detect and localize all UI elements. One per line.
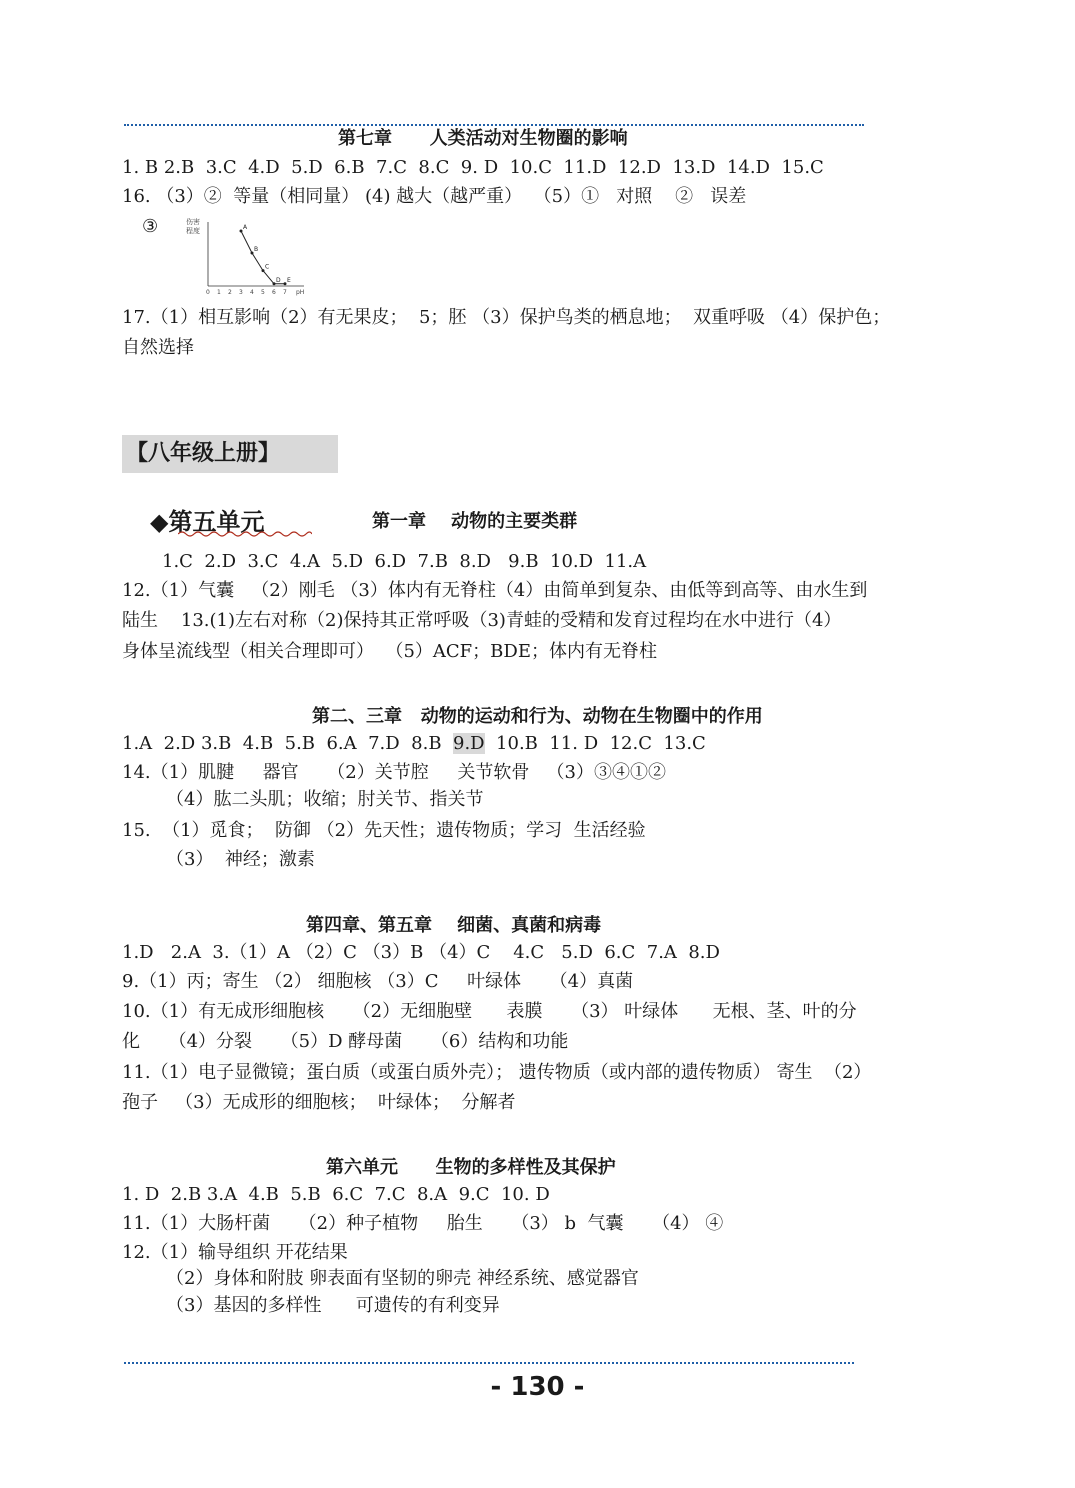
u5-line-4: 身体呈流线型（相关合理即可） （5）ACF；BDE；体内有无脊柱	[122, 641, 657, 662]
graph-point-label: C	[265, 263, 270, 271]
graph-point-label: B	[254, 246, 259, 253]
ch45-line-2: 9.（1）丙；寄生 （2） 细胞核 （3）C 叶绿体 （4）真菌	[122, 971, 634, 992]
highlighted-answer: 9.D	[453, 733, 485, 754]
chapter45-title: 第四章、第五章 细菌、真菌和病毒	[306, 915, 602, 936]
ch7-line-3: ③	[142, 216, 159, 237]
u5-line-2: 12.（1）气囊 （2）刚毛 （3）体内有无脊柱（4）由简单到复杂、由低等到高等、由水生到	[122, 580, 868, 601]
ch23-line-2: 14.（1）肌腱 器官 （2）关节腔 关节软骨 （3）③④①②	[122, 762, 666, 783]
graph-point-label: D	[276, 276, 281, 284]
bottom-dotted-rule	[124, 1362, 854, 1364]
ch7-line-4: 17.（1）相互影响（2）有无果皮； 5；胚 （3）保护鸟类的栖息地； 双重呼吸 （4）保护色；	[122, 307, 891, 328]
unit5-label: ◆第五单元	[150, 507, 265, 536]
u6-line-3: 12.（1）输导组织 开花结果	[122, 1242, 348, 1263]
u5-line-3: 陆生 13.(1)左右对称（2)保持其正常呼吸（3)青蛙的受精和发育过程均在水中进行（4）	[122, 610, 842, 631]
graph-point-label: E	[287, 276, 291, 284]
graph-point-label: A	[243, 224, 248, 231]
unit6-title: 第六单元 生物的多样性及其保护	[326, 1157, 616, 1178]
ch45-line-6: 孢子 （3）无成形的细胞核； 叶绿体； 分解者	[122, 1092, 516, 1113]
graph-xlabel: pH	[296, 289, 305, 296]
damage-ph-graph	[182, 214, 312, 298]
ch7-line-2: 16. （3）② 等量（相同量） (4) 越大（越严重） （5）① 对照 ② 误差	[122, 186, 747, 207]
u6-line-5: （3）基因的多样性 可遗传的有利变异	[166, 1295, 500, 1316]
ch23-line-1b: 10.B 11. D 12.C 13.C	[484, 733, 706, 754]
u6-line-4: （2）身体和附肢 卵表面有坚韧的卵壳 神经系统、感觉器官	[166, 1268, 639, 1289]
chapter7-title: 第七章 人类活动对生物圈的影响	[338, 128, 628, 149]
ch7-line-5: 自然选择	[122, 337, 194, 358]
page-number: - 130 -	[490, 1372, 585, 1402]
graph-ylabel-1: 伤害	[186, 218, 200, 226]
ch45-line-3: 10.（1）有无成形细胞核 （2）无细胞壁 表膜 （3） 叶绿体 无根、茎、叶的分	[122, 1001, 857, 1022]
unit5-heading	[150, 502, 264, 537]
ch45-line-4: 化 （4）分裂 （5）D 酵母菌 （6）结构和功能	[122, 1031, 569, 1052]
graph-tick-label: 3	[239, 289, 243, 296]
graph-ylabel-2: 程度	[186, 227, 200, 235]
graph-tick-label: 4	[250, 289, 254, 296]
graph-tick-label: 1	[217, 289, 221, 296]
ch23-line-1a: 1.A 2.D 3.B 4.B 5.B 6.A 7.D 8.B	[122, 733, 453, 754]
graph-tick-label: 0	[206, 289, 210, 296]
grade-banner: 【八年级上册】	[122, 435, 338, 473]
ch7-line-1: 1. B 2.B 3.C 4.D 5.D 6.B 7.C 8.C 9. D 10.C 11.D 12.D 13.D 14.D 15.C	[122, 157, 824, 178]
graph-tick-label: 5	[261, 289, 265, 296]
ch23-line-5: （3） 神经；激素	[166, 849, 315, 870]
ch23-line-3: （4）肱二头肌；收缩；肘关节、指关节	[166, 789, 484, 810]
ch45-line-5: 11.（1）电子显微镜；蛋白质（或蛋白质外壳）； 遗传物质（或内部的遗传物质） 寄生 （2）	[122, 1062, 872, 1083]
ch23-line-4: 15. （1）觅食； 防御 （2）先天性；遗传物质；学习 生活经验	[122, 820, 646, 841]
wavy-underline	[178, 530, 312, 538]
u5-line-1: 1.C 2.D 3.C 4.A 5.D 6.D 7.B 8.D 9.B 10.D 11.A	[162, 551, 647, 572]
unit5-chapter1-title: 第一章 动物的主要类群	[372, 511, 578, 532]
graph-tick-label: 2	[228, 289, 232, 296]
ch23-line-1	[122, 733, 706, 755]
u6-line-1: 1. D 2.B 3.A 4.B 5.B 6.C 7.C 8.A 9.C 10. D	[122, 1184, 550, 1205]
u6-line-2: 11.（1）大肠杆菌 （2）种子植物 胎生 （3） b 气囊 （4） ④	[122, 1213, 724, 1234]
graph-tick-label: 6	[272, 289, 276, 296]
ch45-line-1: 1.D 2.A 3.（1）A （2）C （3）B （4）C 4.C 5.D 6.C 7.A 8.D	[122, 942, 720, 963]
chapter23-title: 第二、三章 动物的运动和行为、动物在生物圈中的作用	[312, 706, 763, 727]
graph-tick-label: 7	[283, 289, 287, 296]
